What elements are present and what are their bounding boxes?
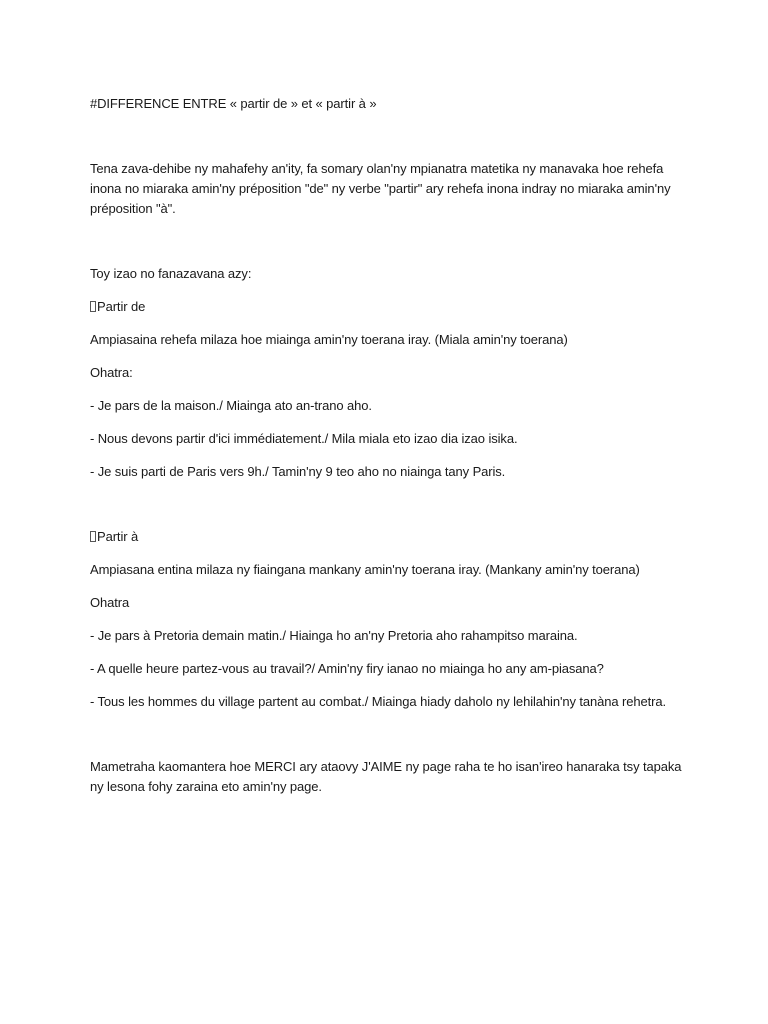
missing-glyph-icon [90, 301, 96, 312]
intro-line: Tena zava-dehibe ny mahafehy an'ity, fa somary olan'ny mpianatra matetika ny manavaka hoe rehefa [90, 161, 664, 176]
closing-line: Mametraha kaomantera hoe MERCI ary ataovy J'AIME ny page raha te ho isan'ireo hanaraka tsy tapaka [90, 759, 682, 774]
intro-paragraph [90, 159, 690, 219]
examples-label: Ohatra [90, 595, 130, 610]
missing-glyph-icon [90, 531, 96, 542]
document-title: #DIFFERENCE ENTRE « partir de » et « partir à » [90, 96, 377, 111]
examples-label: Ohatra: [90, 365, 133, 380]
section-heading-label: Partir de [97, 299, 146, 314]
section-heading-partir-de [90, 297, 690, 317]
section-description: Ampiasana entina milaza ny fiaingana mankany amin'ny toerana iray. (Mankany amin'ny toerana) [90, 562, 640, 577]
example-item: - Nous devons partir d'ici immédiatement./ Mila miala eto izao dia izao isika. [90, 431, 518, 446]
section-description: Ampiasaina rehefa milaza hoe miainga amin'ny toerana iray. (Miala amin'ny toerana) [90, 332, 568, 347]
example-item: - Je pars de la maison./ Miainga ato an-trano aho. [90, 398, 372, 413]
document-body [90, 94, 690, 797]
section-heading-label: Partir à [97, 529, 139, 544]
example-item: - A quelle heure partez-vous au travail?/ Amin'ny firy ianao no miainga ho any am-piasana? [90, 661, 604, 676]
example-item: - Je pars à Pretoria demain matin./ Hiainga ho an'ny Pretoria aho rahampitso maraina. [90, 628, 578, 643]
closing-line: ny lesona fohy zaraina eto amin'ny page. [90, 779, 322, 794]
intro-line: préposition "à". [90, 201, 176, 216]
intro-line: inona no miaraka amin'ny préposition "de" ny verbe "partir" ary rehefa inona indray no miaraka amin'ny [90, 181, 671, 196]
lead-text: Toy izao no fanazavana azy: [90, 266, 252, 281]
section-heading-partir-a [90, 527, 690, 547]
example-item: - Tous les hommes du village partent au combat./ Miainga hiady daholo ny lehilahin'ny tanàna rehetra. [90, 694, 667, 709]
closing-paragraph [90, 757, 690, 797]
example-item: - Je suis parti de Paris vers 9h./ Tamin'ny 9 teo aho no niainga tany Paris. [90, 464, 506, 479]
